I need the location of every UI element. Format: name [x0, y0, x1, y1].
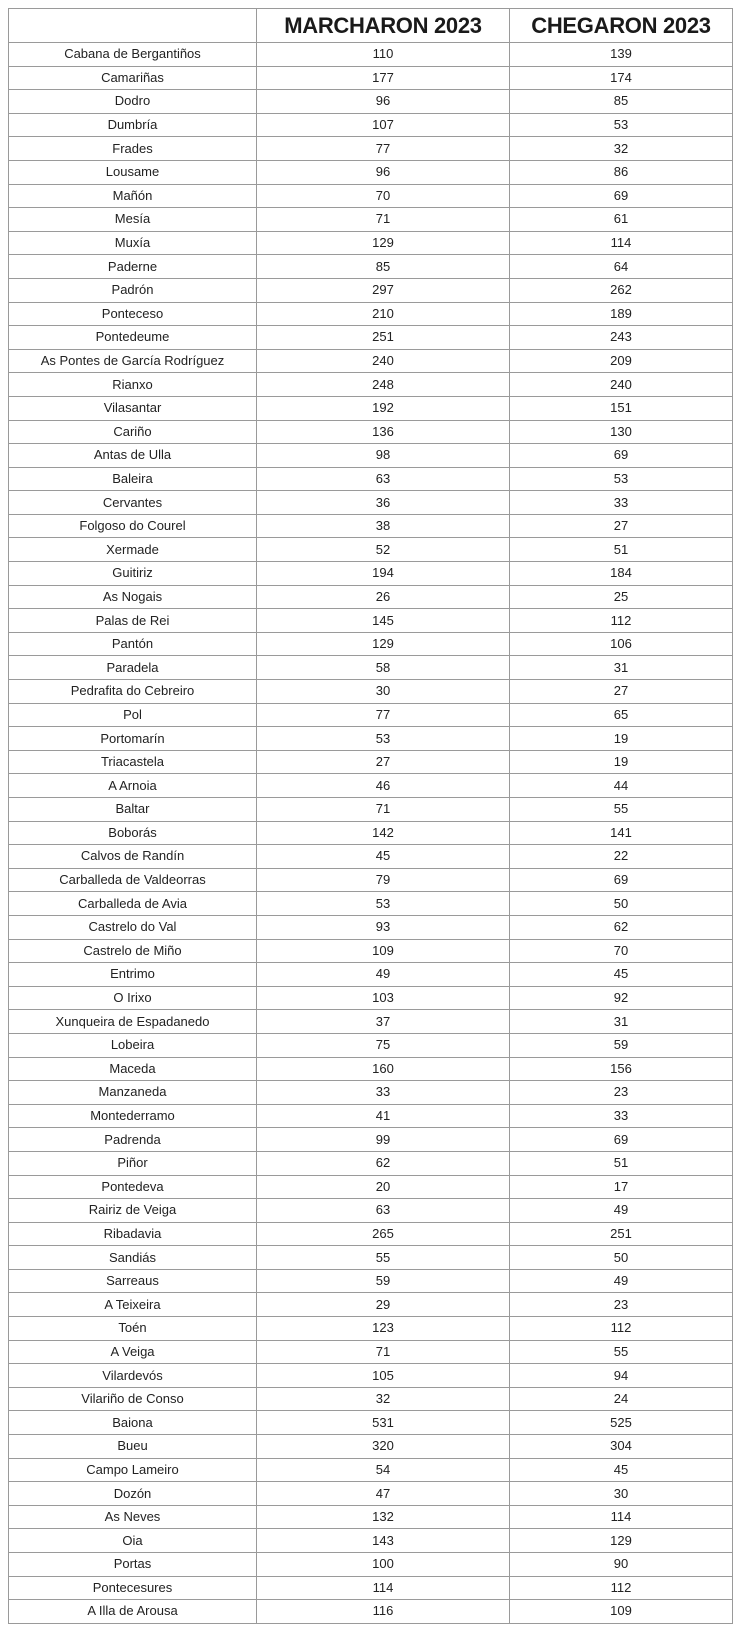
table-row — [9, 1458, 733, 1482]
table-row — [9, 632, 733, 656]
municipality-cell: Bueu — [9, 1435, 257, 1459]
marcharon-cell: 30 — [257, 680, 510, 704]
chegaron-cell: 70 — [510, 939, 733, 963]
marcharon-cell: 265 — [257, 1222, 510, 1246]
marcharon-cell: 177 — [257, 66, 510, 90]
chegaron-cell: 55 — [510, 798, 733, 822]
table-row — [9, 231, 733, 255]
table-row — [9, 1175, 733, 1199]
table-row — [9, 1081, 733, 1105]
municipality-cell: Paderne — [9, 255, 257, 279]
table-row — [9, 915, 733, 939]
chegaron-cell: 61 — [510, 208, 733, 232]
chegaron-cell: 32 — [510, 137, 733, 161]
marcharon-cell: 531 — [257, 1411, 510, 1435]
chegaron-cell: 141 — [510, 821, 733, 845]
marcharon-cell: 145 — [257, 609, 510, 633]
chegaron-cell: 19 — [510, 750, 733, 774]
municipality-cell: Cabana de Bergantiños — [9, 43, 257, 67]
chegaron-cell: 51 — [510, 538, 733, 562]
marcharon-cell: 116 — [257, 1600, 510, 1624]
marcharon-cell: 79 — [257, 868, 510, 892]
table-row — [9, 562, 733, 586]
table-row — [9, 1340, 733, 1364]
table-row — [9, 680, 733, 704]
chegaron-cell: 184 — [510, 562, 733, 586]
marcharon-cell: 160 — [257, 1057, 510, 1081]
table-row — [9, 184, 733, 208]
marcharon-cell: 142 — [257, 821, 510, 845]
chegaron-cell: 19 — [510, 727, 733, 751]
municipality-cell: Triacastela — [9, 750, 257, 774]
municipality-cell: Pantón — [9, 632, 257, 656]
chegaron-cell: 240 — [510, 373, 733, 397]
marcharon-cell: 29 — [257, 1293, 510, 1317]
municipality-cell: Camariñas — [9, 66, 257, 90]
municipality-cell: Campo Lameiro — [9, 1458, 257, 1482]
data-table-container — [8, 8, 732, 1624]
chegaron-cell: 49 — [510, 1199, 733, 1223]
municipality-cell: Pol — [9, 703, 257, 727]
table-row — [9, 986, 733, 1010]
table-row — [9, 1364, 733, 1388]
municipality-cell: Sandiás — [9, 1246, 257, 1270]
chegaron-cell: 27 — [510, 680, 733, 704]
municipality-cell: Antas de Ulla — [9, 444, 257, 468]
municipality-cell: Carballeda de Valdeorras — [9, 868, 257, 892]
marcharon-cell: 41 — [257, 1104, 510, 1128]
municipality-cell: Baiona — [9, 1411, 257, 1435]
municipality-cell: Manzaneda — [9, 1081, 257, 1105]
chegaron-cell: 45 — [510, 963, 733, 987]
table-row — [9, 1033, 733, 1057]
marcharon-cell: 129 — [257, 231, 510, 255]
table-row — [9, 1128, 733, 1152]
chegaron-cell: 86 — [510, 160, 733, 184]
marcharon-cell: 297 — [257, 278, 510, 302]
chegaron-cell: 49 — [510, 1269, 733, 1293]
municipality-cell: Mesía — [9, 208, 257, 232]
municipality-cell: A Arnoia — [9, 774, 257, 798]
municipality-cell: Xunqueira de Espadanedo — [9, 1010, 257, 1034]
chegaron-cell: 23 — [510, 1081, 733, 1105]
table-row — [9, 1482, 733, 1506]
municipality-cell: Baleira — [9, 467, 257, 491]
chegaron-cell: 243 — [510, 326, 733, 350]
chegaron-cell: 114 — [510, 1505, 733, 1529]
marcharon-cell: 240 — [257, 349, 510, 373]
marcharon-cell: 75 — [257, 1033, 510, 1057]
table-row — [9, 137, 733, 161]
chegaron-cell: 90 — [510, 1553, 733, 1577]
table-row — [9, 43, 733, 67]
marcharon-cell: 62 — [257, 1151, 510, 1175]
chegaron-cell: 112 — [510, 1576, 733, 1600]
chegaron-cell: 23 — [510, 1293, 733, 1317]
marcharon-cell: 45 — [257, 845, 510, 869]
chegaron-cell: 525 — [510, 1411, 733, 1435]
table-row — [9, 868, 733, 892]
municipality-cell: Guitiriz — [9, 562, 257, 586]
table-row — [9, 774, 733, 798]
municipality-cell: Piñor — [9, 1151, 257, 1175]
marcharon-cell: 53 — [257, 892, 510, 916]
municipality-cell: Entrimo — [9, 963, 257, 987]
table-row — [9, 538, 733, 562]
table-row — [9, 750, 733, 774]
marcharon-cell: 38 — [257, 514, 510, 538]
marcharon-cell: 210 — [257, 302, 510, 326]
municipality-cell: Pontecesures — [9, 1576, 257, 1600]
marcharon-cell: 71 — [257, 1340, 510, 1364]
municipality-cell: Pontedeva — [9, 1175, 257, 1199]
marcharon-cell: 105 — [257, 1364, 510, 1388]
table-row — [9, 892, 733, 916]
marcharon-cell: 194 — [257, 562, 510, 586]
municipality-cell: Dumbría — [9, 113, 257, 137]
table-row — [9, 278, 733, 302]
marcharon-cell: 37 — [257, 1010, 510, 1034]
table-row — [9, 1505, 733, 1529]
table-row — [9, 845, 733, 869]
chegaron-cell: 92 — [510, 986, 733, 1010]
marcharon-cell: 96 — [257, 160, 510, 184]
municipality-cell: A Teixeira — [9, 1293, 257, 1317]
table-row — [9, 585, 733, 609]
marcharon-cell: 49 — [257, 963, 510, 987]
chegaron-cell: 69 — [510, 1128, 733, 1152]
header-marcharon-2023: MARCHARON 2023 — [257, 9, 510, 43]
municipality-cell: Vilariño de Conso — [9, 1387, 257, 1411]
chegaron-cell: 112 — [510, 609, 733, 633]
chegaron-cell: 55 — [510, 1340, 733, 1364]
table-row — [9, 1435, 733, 1459]
municipality-cell: Sarreaus — [9, 1269, 257, 1293]
marcharon-cell: 36 — [257, 491, 510, 515]
chegaron-cell: 304 — [510, 1435, 733, 1459]
municipality-cell: As Nogais — [9, 585, 257, 609]
marcharon-cell: 32 — [257, 1387, 510, 1411]
marcharon-cell: 63 — [257, 467, 510, 491]
marcharon-cell: 123 — [257, 1317, 510, 1341]
marcharon-cell: 77 — [257, 137, 510, 161]
municipality-cell: Folgoso do Courel — [9, 514, 257, 538]
table-row — [9, 326, 733, 350]
marcharon-cell: 85 — [257, 255, 510, 279]
table-row — [9, 963, 733, 987]
chegaron-cell: 251 — [510, 1222, 733, 1246]
marcharon-cell: 27 — [257, 750, 510, 774]
municipality-cell: Cariño — [9, 420, 257, 444]
marcharon-cell: 33 — [257, 1081, 510, 1105]
marcharon-cell: 93 — [257, 915, 510, 939]
table-row — [9, 1010, 733, 1034]
table-row — [9, 1057, 733, 1081]
chegaron-cell: 114 — [510, 231, 733, 255]
table-row — [9, 113, 733, 137]
marcharon-cell: 55 — [257, 1246, 510, 1270]
municipality-cell: Rairiz de Veiga — [9, 1199, 257, 1223]
marcharon-cell: 103 — [257, 986, 510, 1010]
chegaron-cell: 53 — [510, 113, 733, 137]
municipality-cell: O Irixo — [9, 986, 257, 1010]
municipality-cell: Portomarín — [9, 727, 257, 751]
table-row — [9, 1600, 733, 1624]
municipality-cell: A Illa de Arousa — [9, 1600, 257, 1624]
chegaron-cell: 64 — [510, 255, 733, 279]
header-row — [9, 9, 733, 43]
marcharon-cell: 248 — [257, 373, 510, 397]
chegaron-cell: 109 — [510, 1600, 733, 1624]
municipality-cell: A Veiga — [9, 1340, 257, 1364]
municipality-cell: Maceda — [9, 1057, 257, 1081]
header-municipality — [9, 9, 257, 43]
marcharon-cell: 63 — [257, 1199, 510, 1223]
chegaron-cell: 69 — [510, 184, 733, 208]
municipality-cell: Dozón — [9, 1482, 257, 1506]
municipality-cell: Mañón — [9, 184, 257, 208]
municipality-cell: Palas de Rei — [9, 609, 257, 633]
marcharon-cell: 71 — [257, 798, 510, 822]
municipality-cell: Oia — [9, 1529, 257, 1553]
marcharon-cell: 53 — [257, 727, 510, 751]
marcharon-cell: 96 — [257, 90, 510, 114]
chegaron-cell: 174 — [510, 66, 733, 90]
table-row — [9, 514, 733, 538]
chegaron-cell: 33 — [510, 1104, 733, 1128]
table-row — [9, 420, 733, 444]
table-row — [9, 373, 733, 397]
municipality-cell: Cervantes — [9, 491, 257, 515]
marcharon-cell: 100 — [257, 1553, 510, 1577]
marcharon-cell: 77 — [257, 703, 510, 727]
municipality-cell: Paradela — [9, 656, 257, 680]
municipality-cell: Boborás — [9, 821, 257, 845]
chegaron-cell: 156 — [510, 1057, 733, 1081]
table-row — [9, 396, 733, 420]
municipality-cell: Lobeira — [9, 1033, 257, 1057]
marcharon-cell: 98 — [257, 444, 510, 468]
marcharon-cell: 58 — [257, 656, 510, 680]
table-row — [9, 467, 733, 491]
municipality-cell: Frades — [9, 137, 257, 161]
municipality-cell: Pedrafita do Cebreiro — [9, 680, 257, 704]
table-row — [9, 656, 733, 680]
table-row — [9, 703, 733, 727]
marcharon-cell: 192 — [257, 396, 510, 420]
marcharon-cell: 99 — [257, 1128, 510, 1152]
table-row — [9, 302, 733, 326]
table-row — [9, 349, 733, 373]
municipality-cell: Ribadavia — [9, 1222, 257, 1246]
chegaron-cell: 94 — [510, 1364, 733, 1388]
marcharon-cell: 20 — [257, 1175, 510, 1199]
table-row — [9, 66, 733, 90]
marcharon-cell: 110 — [257, 43, 510, 67]
municipality-cell: Rianxo — [9, 373, 257, 397]
chegaron-cell: 189 — [510, 302, 733, 326]
marcharon-cell: 54 — [257, 1458, 510, 1482]
table-row — [9, 609, 733, 633]
marcharon-cell: 71 — [257, 208, 510, 232]
municipality-cell: Pontedeume — [9, 326, 257, 350]
municipality-cell: Baltar — [9, 798, 257, 822]
chegaron-cell: 129 — [510, 1529, 733, 1553]
table-row — [9, 1553, 733, 1577]
chegaron-cell: 25 — [510, 585, 733, 609]
municipality-cell: As Pontes de García Rodríguez — [9, 349, 257, 373]
table-row — [9, 798, 733, 822]
table-row — [9, 208, 733, 232]
municipality-cell: Castrelo do Val — [9, 915, 257, 939]
table-row — [9, 444, 733, 468]
chegaron-cell: 17 — [510, 1175, 733, 1199]
chegaron-cell: 50 — [510, 1246, 733, 1270]
municipality-cell: Xermade — [9, 538, 257, 562]
marcharon-cell: 251 — [257, 326, 510, 350]
marcharon-cell: 132 — [257, 1505, 510, 1529]
marcharon-cell: 47 — [257, 1482, 510, 1506]
header-chegaron-2023: CHEGARON 2023 — [510, 9, 733, 43]
chegaron-cell: 22 — [510, 845, 733, 869]
chegaron-cell: 62 — [510, 915, 733, 939]
table-row — [9, 1151, 733, 1175]
chegaron-cell: 209 — [510, 349, 733, 373]
table-row — [9, 1269, 733, 1293]
table-row — [9, 1293, 733, 1317]
municipality-cell: Vilardevós — [9, 1364, 257, 1388]
municipalities-table — [8, 8, 733, 1624]
marcharon-cell: 114 — [257, 1576, 510, 1600]
municipality-cell: Calvos de Randín — [9, 845, 257, 869]
table-row — [9, 727, 733, 751]
table-row — [9, 1199, 733, 1223]
table-row — [9, 255, 733, 279]
table-row — [9, 160, 733, 184]
table-row — [9, 939, 733, 963]
municipality-cell: Dodro — [9, 90, 257, 114]
table-row — [9, 1529, 733, 1553]
municipality-cell: Muxía — [9, 231, 257, 255]
table-row — [9, 821, 733, 845]
marcharon-cell: 107 — [257, 113, 510, 137]
marcharon-cell: 52 — [257, 538, 510, 562]
table-row — [9, 1317, 733, 1341]
table-row — [9, 491, 733, 515]
marcharon-cell: 26 — [257, 585, 510, 609]
municipality-cell: Castrelo de Miño — [9, 939, 257, 963]
municipality-cell: Portas — [9, 1553, 257, 1577]
table-row — [9, 1411, 733, 1435]
chegaron-cell: 85 — [510, 90, 733, 114]
chegaron-cell: 106 — [510, 632, 733, 656]
marcharon-cell: 129 — [257, 632, 510, 656]
chegaron-cell: 33 — [510, 491, 733, 515]
marcharon-cell: 109 — [257, 939, 510, 963]
chegaron-cell: 69 — [510, 444, 733, 468]
marcharon-cell: 70 — [257, 184, 510, 208]
municipality-cell: Vilasantar — [9, 396, 257, 420]
chegaron-cell: 262 — [510, 278, 733, 302]
chegaron-cell: 65 — [510, 703, 733, 727]
chegaron-cell: 69 — [510, 868, 733, 892]
chegaron-cell: 50 — [510, 892, 733, 916]
municipality-cell: As Neves — [9, 1505, 257, 1529]
chegaron-cell: 45 — [510, 1458, 733, 1482]
chegaron-cell: 31 — [510, 656, 733, 680]
chegaron-cell: 51 — [510, 1151, 733, 1175]
chegaron-cell: 30 — [510, 1482, 733, 1506]
chegaron-cell: 151 — [510, 396, 733, 420]
table-body — [9, 43, 733, 1624]
municipality-cell: Carballeda de Avia — [9, 892, 257, 916]
chegaron-cell: 59 — [510, 1033, 733, 1057]
marcharon-cell: 59 — [257, 1269, 510, 1293]
municipality-cell: Montederramo — [9, 1104, 257, 1128]
table-row — [9, 1104, 733, 1128]
chegaron-cell: 139 — [510, 43, 733, 67]
table-row — [9, 1387, 733, 1411]
table-row — [9, 90, 733, 114]
municipality-cell: Ponteceso — [9, 302, 257, 326]
chegaron-cell: 112 — [510, 1317, 733, 1341]
table-row — [9, 1576, 733, 1600]
municipality-cell: Padrón — [9, 278, 257, 302]
chegaron-cell: 31 — [510, 1010, 733, 1034]
table-row — [9, 1222, 733, 1246]
chegaron-cell: 24 — [510, 1387, 733, 1411]
municipality-cell: Lousame — [9, 160, 257, 184]
marcharon-cell: 320 — [257, 1435, 510, 1459]
chegaron-cell: 44 — [510, 774, 733, 798]
chegaron-cell: 130 — [510, 420, 733, 444]
marcharon-cell: 46 — [257, 774, 510, 798]
municipality-cell: Toén — [9, 1317, 257, 1341]
chegaron-cell: 27 — [510, 514, 733, 538]
table-row — [9, 1246, 733, 1270]
municipality-cell: Padrenda — [9, 1128, 257, 1152]
marcharon-cell: 143 — [257, 1529, 510, 1553]
marcharon-cell: 136 — [257, 420, 510, 444]
chegaron-cell: 53 — [510, 467, 733, 491]
